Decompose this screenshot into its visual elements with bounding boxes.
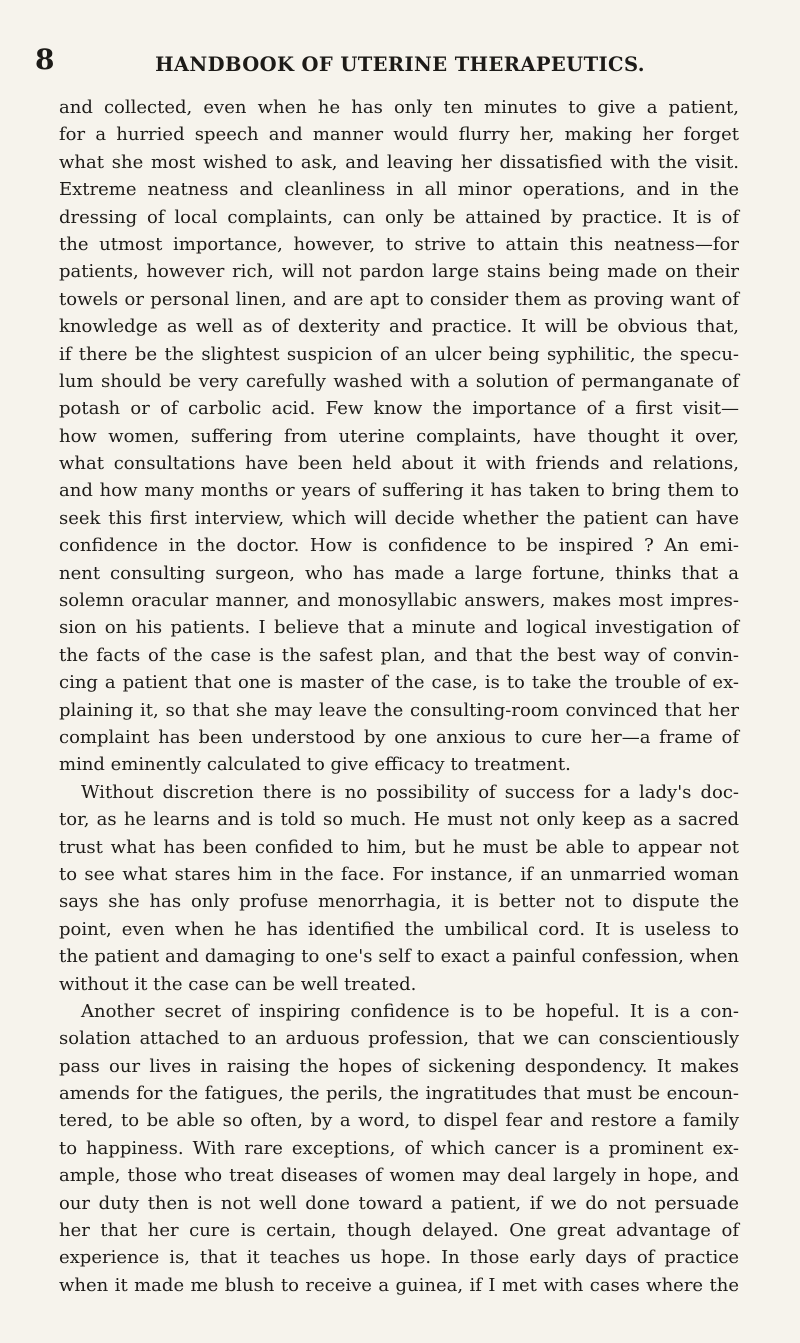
text-line: lum should be very carefully washed with a solution of permanganate of [59, 370, 739, 392]
text-line: solation attached to an arduous profession, that we can conscientiously [59, 1028, 739, 1050]
text-line: says she has only profuse menorrhagia, it is better not to dispute the [59, 891, 739, 913]
text-line: potash or of carbolic acid. Few know the importance of a first visit— [59, 398, 739, 420]
text-line: complaint has been understood by one anxious to cure her—a frame of [59, 726, 739, 748]
text-line: pass our lives in raising the hopes of sickening despondency. It makes [59, 1055, 739, 1077]
text-line: if there be the slightest suspicion of an ulcer being syphilitic, the specu- [59, 343, 739, 365]
text-line: to see what stares him in the face. For instance, if an unmarried woman [59, 863, 739, 885]
text-line: the utmost importance, however, to strive to attain this neatness—for [59, 233, 739, 255]
text-line: cing a patient that one is master of the case, is to take the trouble of ex- [59, 672, 739, 694]
text-line: and collected, even when he has only ten minutes to give a patient, [59, 97, 739, 118]
text-line: for a hurried speech and manner would flurry her, making her forget [59, 124, 739, 146]
text-line: confidence in the doctor. How is confidence to be inspired ? An emi- [59, 535, 739, 557]
text-line: what consultations have been held about it with friends and relations, [59, 453, 739, 475]
text-line: knowledge as well as of dexterity and practice. It will be obvious that, [59, 316, 739, 338]
text-line: nent consulting surgeon, who has made a large fortune, thinks that a [59, 562, 739, 584]
text-line: when it made me blush to receive a guinea, if I met with cases where the [59, 1274, 739, 1296]
text-line: dressing of local complaints, can only be attained by practice. It is of [59, 206, 739, 228]
text-line: her that her cure is certain, though delayed. One great advantage of [59, 1220, 739, 1242]
text-line: towels or personal linen, and are apt to consider them as proving want of [59, 288, 739, 310]
text-line: Another secret of inspiring confidence is to be hopeful. It is a con- [81, 1000, 739, 1022]
text-line: to happiness. With rare exceptions, of which cancer is a prominent ex- [59, 1137, 739, 1159]
text-line: seek this first interview, which will decide whether the patient can have [59, 507, 739, 529]
text-line: how women, suffering from uterine complaints, have thought it over, [59, 425, 739, 447]
text-line: plaining it, so that she may leave the consulting-room convinced that her [59, 699, 739, 721]
text-line: trust what has been confided to him, but he must be able to appear not [59, 836, 739, 858]
text-line: experience is, that it teaches us hope. In those early days of practice [59, 1247, 739, 1269]
text-line: ample, those who treat diseases of women may deal largely in hope, and [59, 1165, 739, 1187]
text-line: without it the case can be well treated. [59, 973, 417, 995]
text-line: the facts of the case is the safest plan, and that the best way of convin- [59, 644, 739, 666]
text-line: point, even when he has identified the umbilical cord. It is useless to [59, 918, 739, 940]
text-line: the patient and damaging to one's self to exact a painful confession, when [59, 946, 739, 968]
text-line: amends for the fatigues, the perils, the ingratitudes that must be encoun- [59, 1083, 739, 1105]
text-line: what she most wished to ask, and leaving her dissatisfied with the visit. [59, 151, 739, 173]
text-line: our duty then is not well done toward a patient, if we do not persuade [59, 1192, 739, 1214]
page-number: 8 [35, 43, 55, 76]
running-head: HANDBOOK OF UTERINE THERAPEUTICS. [155, 53, 645, 76]
body-text [59, 94, 739, 1299]
text-line: Without discretion there is no possibility of success for a lady's doc- [81, 781, 739, 803]
text-line: patients, however rich, will not pardon large stains being made on their [59, 261, 739, 283]
text-line: tor, as he learns and is told so much. He must not only keep as a sacred [59, 809, 739, 831]
text-line: tered, to be able so often, by a word, to dispel fear and restore a family [59, 1110, 739, 1132]
text-line: solemn oracular manner, and monosyllabic answers, makes most impres- [59, 590, 739, 612]
text-line: sion on his patients. I believe that a minute and logical investigation of [59, 617, 739, 639]
text-line: and how many months or years of suffering it has taken to bring them to [59, 480, 739, 502]
text-line: Extreme neatness and cleanliness in all minor operations, and in the [59, 179, 739, 201]
text-line: mind eminently calculated to give efficacy to treatment. [59, 754, 571, 776]
